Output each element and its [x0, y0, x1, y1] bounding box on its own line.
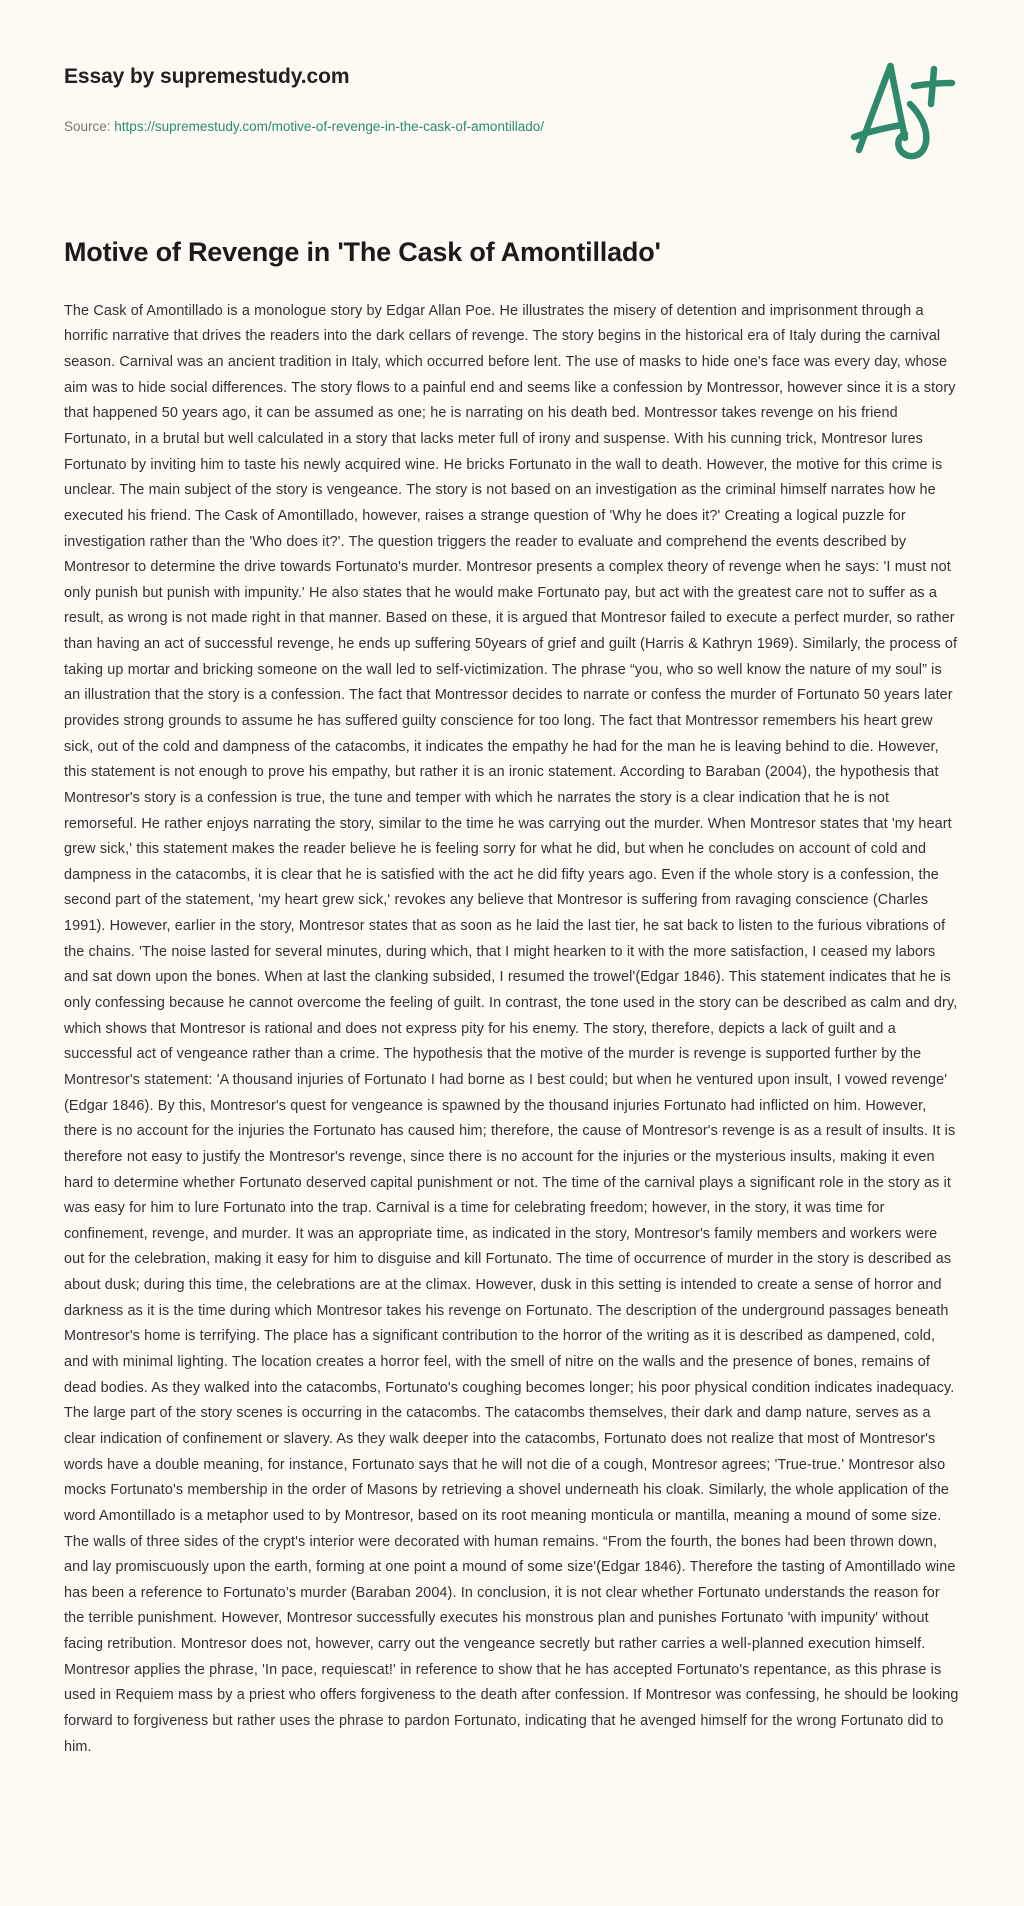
- brand-title: Essay by supremestudy.com: [64, 65, 350, 88]
- source-label: Source:: [64, 119, 111, 134]
- article-body-text: The Cask of Amontillado is a monologue story by Edgar Allan Poe. He illustrates the misery of detention and imprisonment through a horrific narrative that drives the readers into the dark cellars of revenge. The story begins in the historical era of Italy during the carnival season. Carnival was an ancient tradition in Italy, which occurred before lent. The use of masks to hide one's face was every day, whose aim was to hide social differences. The story flows to a painful end and seems like a confession by Montressor, however since it is a story that happened 50 years ago, it can be assumed as one; he is narrating on his death bed. Montressor takes revenge on his friend Fortunato, in a brutal but well calculated in a story that lacks meter full of irony and suspense. With his cunning trick, Montresor lures Fortunato by inviting him to taste his newly acquired wine. He bricks Fortunato in the wall to death. However, the motive for this crime is unclear. The main subject of the story is vengeance. The story is not based on an investigation as the criminal himself narrates how he executed his friend. The Cask of Amontillado, however, raises a strange question of 'Why he does it?' Creating a logical puzzle for investigation rather than the 'Who does it?'. The question triggers the reader to evaluate and comprehend the events described by Montresor to determine the drive towards Fortunato's murder. Montresor presents a complex theory of revenge when he says: 'I must not only punish but punish with impunity.' He also states that he would make Fortunato pay, but act with the greatest care not to suffer as a result, as wrong is not made right in that manner. Based on these, it is argued that Montresor failed to execute a perfect murder, so rather than having an act of successful revenge, he ends up suffering 50years of grief and guilt (Harris & Kathryn 1969). Similarly, the process of taking up mortar and bricking someone on the wall led to self-victimization. The phrase “you, who so well know the nature of my soul” is an illustration that the story is a confession. The fact that Montressor decides to narrate or confess the murder of Fortunato 50 years later provides strong grounds to assume he has suffered guilty conscience for too long. The fact that Montressor remembers his heart grew sick, out of the cold and dampness of the catacombs, it indicates the empathy he had for the man he is leaving behind to die. However, this statement is not enough to prove his empathy, but rather it is an ironic statement. According to Baraban (2004), the hypothesis that Montresor's story is a confession is true, the tune and temper with which he narrates the story is a clear indication that he is not remorseful. He rather enjoys narrating the story, similar to the time he was carrying out the murder. When Montresor states that 'my heart grew sick,' this statement makes the reader believe he is feeling sorry for what he did, but when he concludes on account of cold and dampness in the catacombs, it is clear that he is satisfied with the act he did fifty years ago. Even if the whole story is a confession, the second part of the statement, 'my heart grew sick,' revokes any believe that Montresor is suffering from ravaging conscience (Charles 1991). However, earlier in the story, Montresor states that as soon as he laid the last tier, he sat back to listen to the furious vibrations of the chains. 'The noise lasted for several minutes, during which, that I might hearken to it with the more satisfaction, I ceased my labors and sat down upon the bones. When at last the clanking subsided, I resumed the trowel'(Edgar 1846). This statement indicates that he is only confessing because he cannot overcome the feeling of guilt. In contrast, the tone used in the story can be described as calm and dry, which shows that Montresor is rational and does not express pity for his enemy. The story, therefore, depicts a lack of guilt and a successful act of vengeance rather than a crime. The hypothesis that the motive of the murder is revenge is supported further by the Montresor's statement: 'A thousand injuries of Fortunato I had borne as I best could; but when he ventured upon insult, I vowed revenge' (Edgar 1846). By this, Montresor's quest for vengeance is spawned by the thousand injuries Fortunato had inflicted on him. However, there is no account for the injuries the Fortunato has caused him; therefore, the cause of Montresor's revenge is as a result of insults. It is therefore not easy to justify the Montresor's revenge, since there is no account for the injuries or the mysterious insults, making it even hard to determine whether Fortunato deserved capital punishment or not. The time of the carnival plays a significant role in the story as it was easy for him to lure Fortunato into the trap. Carnival is a time for celebrating freedom; however, in the story, it was time for confinement, revenge, and murder. It was an appropriate time, as indicated in the story, Montresor's family members and workers were out for the celebration, making it easy for him to disguise and kill Fortunato. The time of occurrence of murder in the story is described as about dusk; during this time, the celebrations are at the climax. However, dusk in this setting is intended to create a sense of horror and darkness as it is the time during which Montresor takes his revenge on Fortunato. The description of the underground passages beneath Montresor's home is terrifying. The place has a significant contribution to the horror of the writing as it is described as dampened, cold, and with minimal lighting. The location creates a horror feel, with the smell of nitre on the walls and the presence of bones, remains of dead bodies. As they walked into the catacombs, Fortunato's coughing becomes longer; his poor physical condition indicates inadequacy. The large part of the story scenes is occurring in the catacombs. The catacombs themselves, their dark and damp nature, serves as a clear indication of confinement or slavery. As they walk deeper into the catacombs, Fortunato does not realize that most of Montresor's words have a double meaning, for instance, Fortunato says that he will not die of a cough, Montresor agrees; 'True-true.' Montresor also mocks Fortunato's membership in the order of Masons by retrieving a shovel underneath his cloak. Similarly, the whole application of the word Amontillado is a metaphor used to by Montresor, based on its root meaning monticula or mantilla, meaning a mound of some size. The walls of three sides of the crypt's interior were decorated with human remains. “From the fourth, the bones had been thrown down, and lay promiscuously upon the earth, forming at one point a mound of some size'(Edgar 1846). Therefore the tasting of Amontillado wine has been a reference to Fortunato’s murder (Baraban 2004). In conclusion, it is not clear whether Fortunato understands the reason for the terrible punishment. However, Montresor successfully executes his monstrous plan and punishes Fortunato 'with impunity' without facing retribution. Montresor does not, however, carry out the vengeance secretly but rather carries a well-planned execution himself. Montresor applies the phrase, 'In pace, requiescat!' in reference to show that he has accepted Fortunato's repentance, as this phrase is used in Requiem mass by a priest who offers forgiveness to the death after confession. If Montresor was confessing, he should be looking forward to forgiveness but rather uses the phrase to pardon Fortunato, indicating that he avenged himself for the wrong Fortunato did to him.: [64, 302, 959, 1755]
- article-container: [0, 186, 1024, 1800]
- source-url-link[interactable]: https://supremestudy.com/motive-of-revenge-in-the-cask-of-amontillado/: [114, 119, 544, 134]
- a-plus-logo-icon: [848, 52, 968, 168]
- source-line: [64, 120, 544, 134]
- page-header: [0, 0, 1024, 186]
- page-title: Motive of Revenge in 'The Cask of Amontillado': [64, 237, 661, 267]
